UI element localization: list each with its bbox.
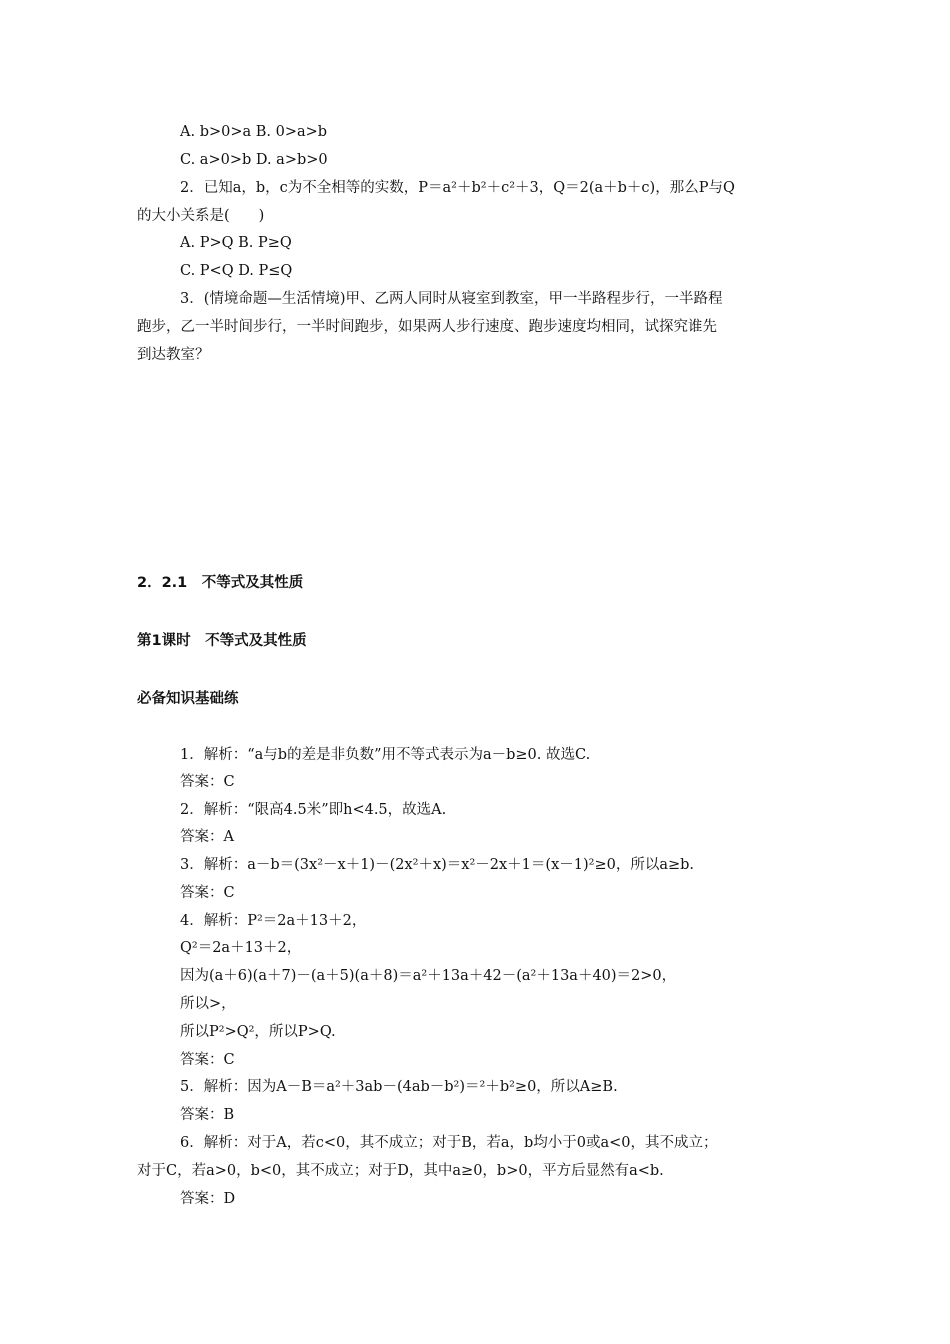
sub-title: 必备知识基础练	[137, 691, 239, 707]
solution-4-line2: Q²＝2a＋13＋2，	[180, 940, 302, 956]
q1-options-b: C. a>0>b D. a>b>0	[180, 152, 328, 168]
solution-4-line3: 因为(a＋6)(a＋7)－(a＋5)(a＋8)＝a²＋13a＋42－(a²＋13a＋40)＝2>0，	[180, 968, 677, 984]
solution-1: 1．解析：“a与b的差是非负数”用不等式表示为a－b≥0. 故选C.	[180, 747, 591, 763]
q2-line2: 的大小关系是( )	[137, 208, 265, 224]
q2-options-a: A. P>Q B. P≥Q	[180, 235, 292, 251]
answer-4: 答案：C	[180, 1052, 235, 1068]
answer-1: 答案：C	[180, 774, 235, 790]
answer-5: 答案：B	[180, 1107, 235, 1123]
answer-2: 答案：A	[180, 829, 234, 845]
section-title: 2．2.1 不等式及其性质	[137, 575, 304, 591]
q3-line1: 3．(情境命题—生活情境)甲、乙两人同时从寝室到教室，甲一半路程步行，一半路程	[180, 291, 723, 307]
q3-line3: 到达教室？	[137, 347, 210, 363]
solution-3: 3．解析：a－b＝(3x²－x＋1)－(2x²＋x)＝x²－2x＋1＝(x－1)²≥0，所以a≥b.	[180, 857, 694, 873]
lesson-title: 第1课时 不等式及其性质	[137, 633, 307, 649]
solution-4-line4: 所以>，	[180, 996, 236, 1012]
solution-2: 2．解析：“限高4.5米”即h<4.5，故选A.	[180, 802, 447, 818]
q2-options-b: C. P<Q D. P≤Q	[180, 263, 293, 279]
solution-6-line1: 6．解析：对于A，若c<0，其不成立；对于B，若a，b均小于0或a<0，其不成立；	[180, 1135, 718, 1151]
answer-6: 答案：D	[180, 1191, 236, 1207]
answer-3: 答案：C	[180, 885, 235, 901]
q1-options-a: A. b>0>a B. 0>a>b	[180, 124, 328, 140]
solution-4-line1: 4．解析：P²＝2a＋13＋2，	[180, 913, 367, 929]
solution-4-line5: 所以P²>Q²，所以P>Q.	[180, 1024, 336, 1040]
solution-5: 5．解析：因为A－B＝a²＋3ab－(4ab－b²)＝²＋b²≥0，所以A≥B.	[180, 1079, 618, 1095]
q3-line2: 跑步，乙一半时间步行，一半时间跑步，如果两人步行速度、跑步速度均相同，试探究谁先	[137, 319, 717, 335]
q2-line1: 2．已知a，b，c为不全相等的实数，P＝a²＋b²＋c²＋3，Q＝2(a＋b＋c)，那么P与Q	[180, 180, 735, 196]
solution-6-line2: 对于C，若a>0，b<0，其不成立；对于D，其中a≥0，b>0，平方后显然有a<b.	[137, 1163, 664, 1179]
